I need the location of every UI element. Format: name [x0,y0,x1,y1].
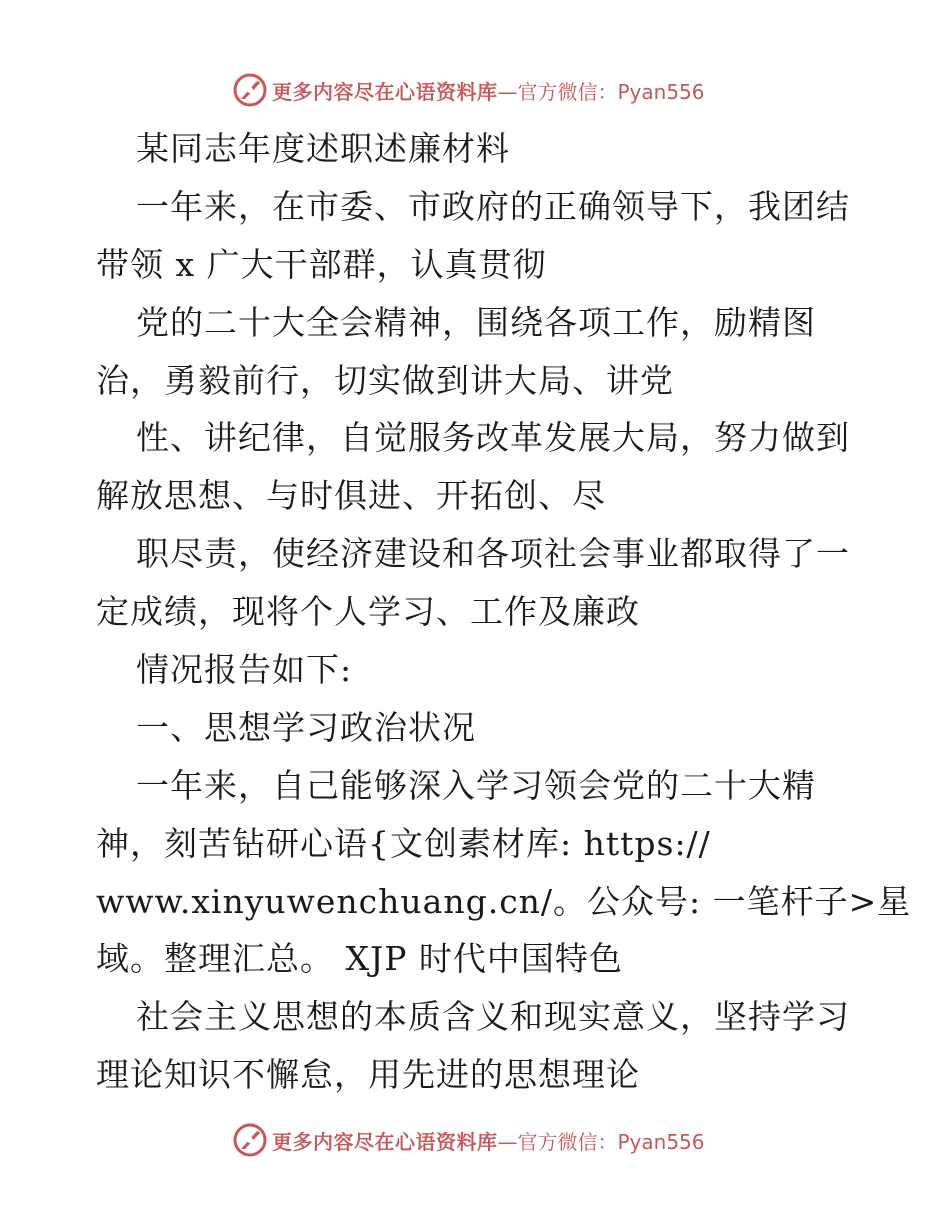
paragraph-line: 定成绩，现将个人学习、工作及廉政 [96,592,640,632]
watermark-lead-text: 更多内容尽在心语资料库 [272,1129,498,1154]
paragraph-line: 社会主义思想的本质含义和现实意义，坚持学习 [136,997,850,1037]
watermark-lead-text: 更多内容尽在心语资料库 [272,79,498,104]
paragraph-line: 域。整理汇总。 XJP 时代中国特色 [96,939,623,979]
paragraph-line: 党的二十大全会精神，围绕各项工作，励精图 [136,302,816,342]
paragraph-line: 情况报告如下: [136,650,353,690]
paragraph-line: 带领 x 广大干部群，认真贯彻 [96,244,547,284]
paragraph-line: 理论知识不懈怠，用先进的思想理论 [96,1055,640,1095]
document-title: 某同志年度述职述廉材料 [136,129,510,168]
paragraph-line: 性、讲纪律，自觉服务改革发展大局，努力做到 [136,418,850,458]
watermark-contact-text: —官方微信：Pyan556 [497,79,705,104]
paragraph-line: 神，刻苦钻研心语{文创素材库: https:// [96,823,711,863]
quill-logo-icon [232,72,268,108]
header-watermark [232,70,705,110]
paragraph-line: 一年来，自己能够深入学习领会党的二十大精 [136,765,816,805]
paragraph-line: 治，勇毅前行，切实做到讲大局、讲党 [96,360,674,400]
paragraph-line: www.xinyuwenchuang.cn/。公众号: 一笔杆子>星 [96,881,912,921]
quill-logo-icon [232,1122,268,1158]
section-heading: 一、思想学习政治状况 [136,707,476,747]
footer-watermark [232,1120,705,1160]
watermark-contact-text: —官方微信：Pyan556 [497,1129,705,1154]
document-body [96,120,912,1104]
paragraph-line: 一年来，在市委、市政府的正确领导下，我团结 [136,186,850,226]
paragraph-line: 解放思想、与时俱进、开拓创、尽 [96,476,606,516]
paragraph-line: 职尽责，使经济建设和各项社会事业都取得了一 [136,534,850,574]
